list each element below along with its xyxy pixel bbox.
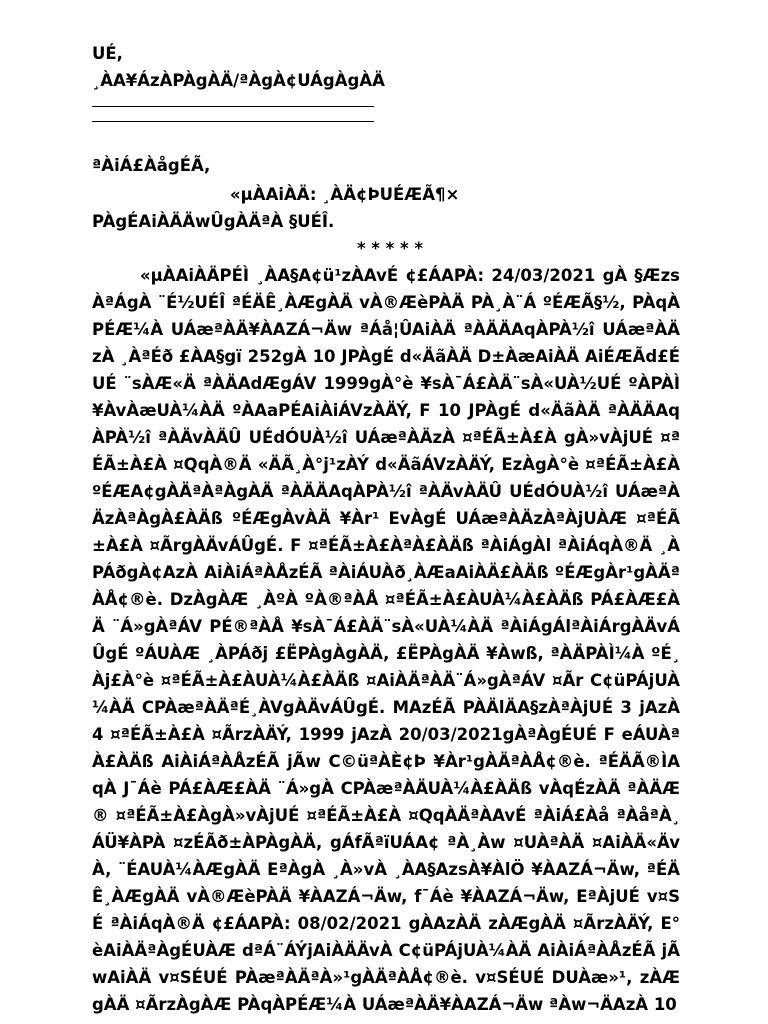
addressee-title: ¸ÀA¥ÁzÀPÀgÀÄ/ªÀgÀ¢UÁgÀgÀÄ (92, 71, 385, 90)
subject-line-1: «µÀAiÀÄ: ¸ÀÄ¢ÞUÉÆÃ¶× (230, 185, 460, 204)
section-separator: * * * * * (356, 239, 424, 258)
letter-body: «µÀAiÀÄPÉÌ ¸ÀA§A¢ü¹zÀAvÉ ¢£ÁAPÀ: 24/03/2021 gÀ §ÆzsÀªÁgÀ ¨É½UÉÎ ªÉÄÊ¸ÀÆgÀÄ vÀ®ÆèPÀÄ PÀ¸À¨Á ºÉÆÃ§½, PÀqÀPÉÆ¼À UÁæªÀÄ¥ÀAZÁ¬Äw ªÁå¦ÛAiÀÄ ªÀÄÄAqÀPÀ½î UÁæªÀÄzÀ ¸ÀªÉð £ÀA§gï 252gÀ 10 JPÀgÉ d«ÄãÀÄ D±ÀæAiÀÄ AiÉÆÃd£ÉUÉ ¨sÀÆ«Ä ªÀÄAdÆgÁV 1999gÀ°è ¥sÀ¯Á£ÀÄ¨sÀ«UÀ½UÉ ºÀPÀÌ¥ÀvÀæUÀ¼ÀÄ ºÀAaPÉAiÀiÁVzÀÄÝ, F 10 JPÀgÉ d«ÄãÀÄ ªÀÄÄAqÀPÀ½î ªÀÄvÀÄÛ UÉdÓUÀ½î UÁæªÀÄzÀ ¤ªÉÃ±À£À gÀ»vÀjUÉ ¤ªÉÃ±À£À ¤QqÀ®Ä «ÄÃ¸À°j¹zÀÝ d«ÄãÁVzÀÄÝ, EzÀgÀ°è ¤ªÉÃ±À£À ºÉÆA¢gÀÄªÀªÀgÀÄ ªÀÄÄAqÀPÀ½î ªÀÄvÀÄÛ UÉdÓUÀ½î UÁæªÀÄzÀªÀgÀ£ÀÄß ºÉÆgÀvÀÄ ¥Àr¹ EvÀgÉ UÁæªÀÄzÀªÀjUÀÆ ¤ªÉÃ±À£À ¤ÃrgÀÄvÁÛgÉ. F ¤ªÉÃ±À£ÀªÀ£ÀÄß ªÀiÁgÀl ªÀiÁqÀ®Ä ¸ÀPÁðgÀ¢AzÀ AiÀiÁªÀÅzÉÃ ªÀiÁUÀð¸ÀÆaAiÀÄ£ÀÄß ºÉÆgÀr¹gÀÄªÀÅ¢®è. DzÀgÀÆ ¸ÀºÀ ºÀ®ªÀÅ ¤ªÉÃ±À£ÀUÀ¼À£ÀÄß PÁ£ÀÆ£ÀÄ ¨Á»gÀªÁV PÉ®ªÀÅ ¥sÀ¯Á£ÀÄ¨sÀ«UÀ¼ÀÄ ªÀiÁgÁlªÀiÁrgÀÄvÁÛgÉ ºÁUÀÆ ¸ÀPÁðj £ËPÀgÀgÀÄ, £ËPÀgÀÄ ¥Àwß, ªÀÄPÀÌ¼À ºÉ¸Àj£À°è ¤ªÉÃ±À£ÀUÀ¼À£ÀÄß ¤AiÀÄªÀÄ¨Á»gÀªÁV ¤Ãr C¢üPÁjUÀ¼ÀÄ CPÀæªÀÄªÉ¸ÀVgÀÄvÁÛgÉ. MAzÉÃ PÀÄlÄA§zÀªÀjUÉ 3 jAzÀ 4 ¤ªÉÃ±À£À ¤ÃrzÀÄÝ, 1999 jAzÀ 20/03/2021gÀªÀgÉUÉ F eÁUÀªÀ£ÀÄß AiÀiÁªÀÅzÉÃ jÃw C©üªÀÈ¢Þ ¥Àr¹gÀÄªÀÅ¢®è. ªÉÄÃ®ÌAqÀ J¯Áè PÁ£ÀÆ£ÀÄ ¨Á»gÀ CPÀæªÀÄUÀ¼À£ÀÄß vÀqÉzÀÄ ªÀÄÆ® ¤ªÉÃ±À£ÀgÀ»vÀjUÉ ¤ªÉÃ±À£À ¤QqÀÄªÀAvÉ ªÀiÁ£Àå ªÀåªÀ¸ÁÜ¥ÀPÀ ¤zÉÃð±ÀPÀgÀÄ, gÁfÃªïUÁA¢ ªÀ¸Àw ¤UÀªÀÄ ¤AiÀÄ«ÄvÀ, ¨ÉAUÀ¼ÀÆgÀÄ EªÀgÀ ¸À»vÀ ¸ÀA§AzsÀ¥ÀlÖ ¥ÀAZÁ¬Äw, ªÉÄÊ¸ÀÆgÀÄ vÀ®ÆèPÀÄ ¥ÀAZÁ¬Äw, f¯Áè ¥ÀAZÁ¬Äw, EªÀjUÉ v¤SÉ ªÀiÁqÀ®Ä ¢£ÁAPÀ: 08/02/2021 gÀAzÀÄ zÀÆgÀÄ ¤ÃrzÀÄÝ, E°èAiÀÄªÀgÉUÀÆ dªÁ¨ÁÝjAiÀÄÄvÀ C¢üPÁjUÀ¼ÀÄ AiÀiÁªÀÅzÉÃ jÃwAiÀÄ v¤SÉUÉ PÀæªÀÄªÀ»¹gÀÄªÀÅ¢®è. v¤SÉUÉ DUÀæ»¹, zÀÆgÀÄ ¤ÃrzÀgÀÆ PÀqÀPÉÆ¼À UÁæªÀÄ¥ÀAZÁ¬Äw ªÀw¬ÄAzÀ 10 (92, 266, 680, 1014)
address-blank-line-1 (92, 106, 374, 107)
addressee-line: UÉ, (92, 44, 123, 63)
address-blank-line-2 (92, 121, 374, 122)
subject-line-2: PÀgÉAiÀÄÄwÛgÀÄªÀ §UÉÎ. (92, 212, 335, 231)
salutation: ªÀiÁ£ÀågÉÃ, (92, 156, 211, 175)
